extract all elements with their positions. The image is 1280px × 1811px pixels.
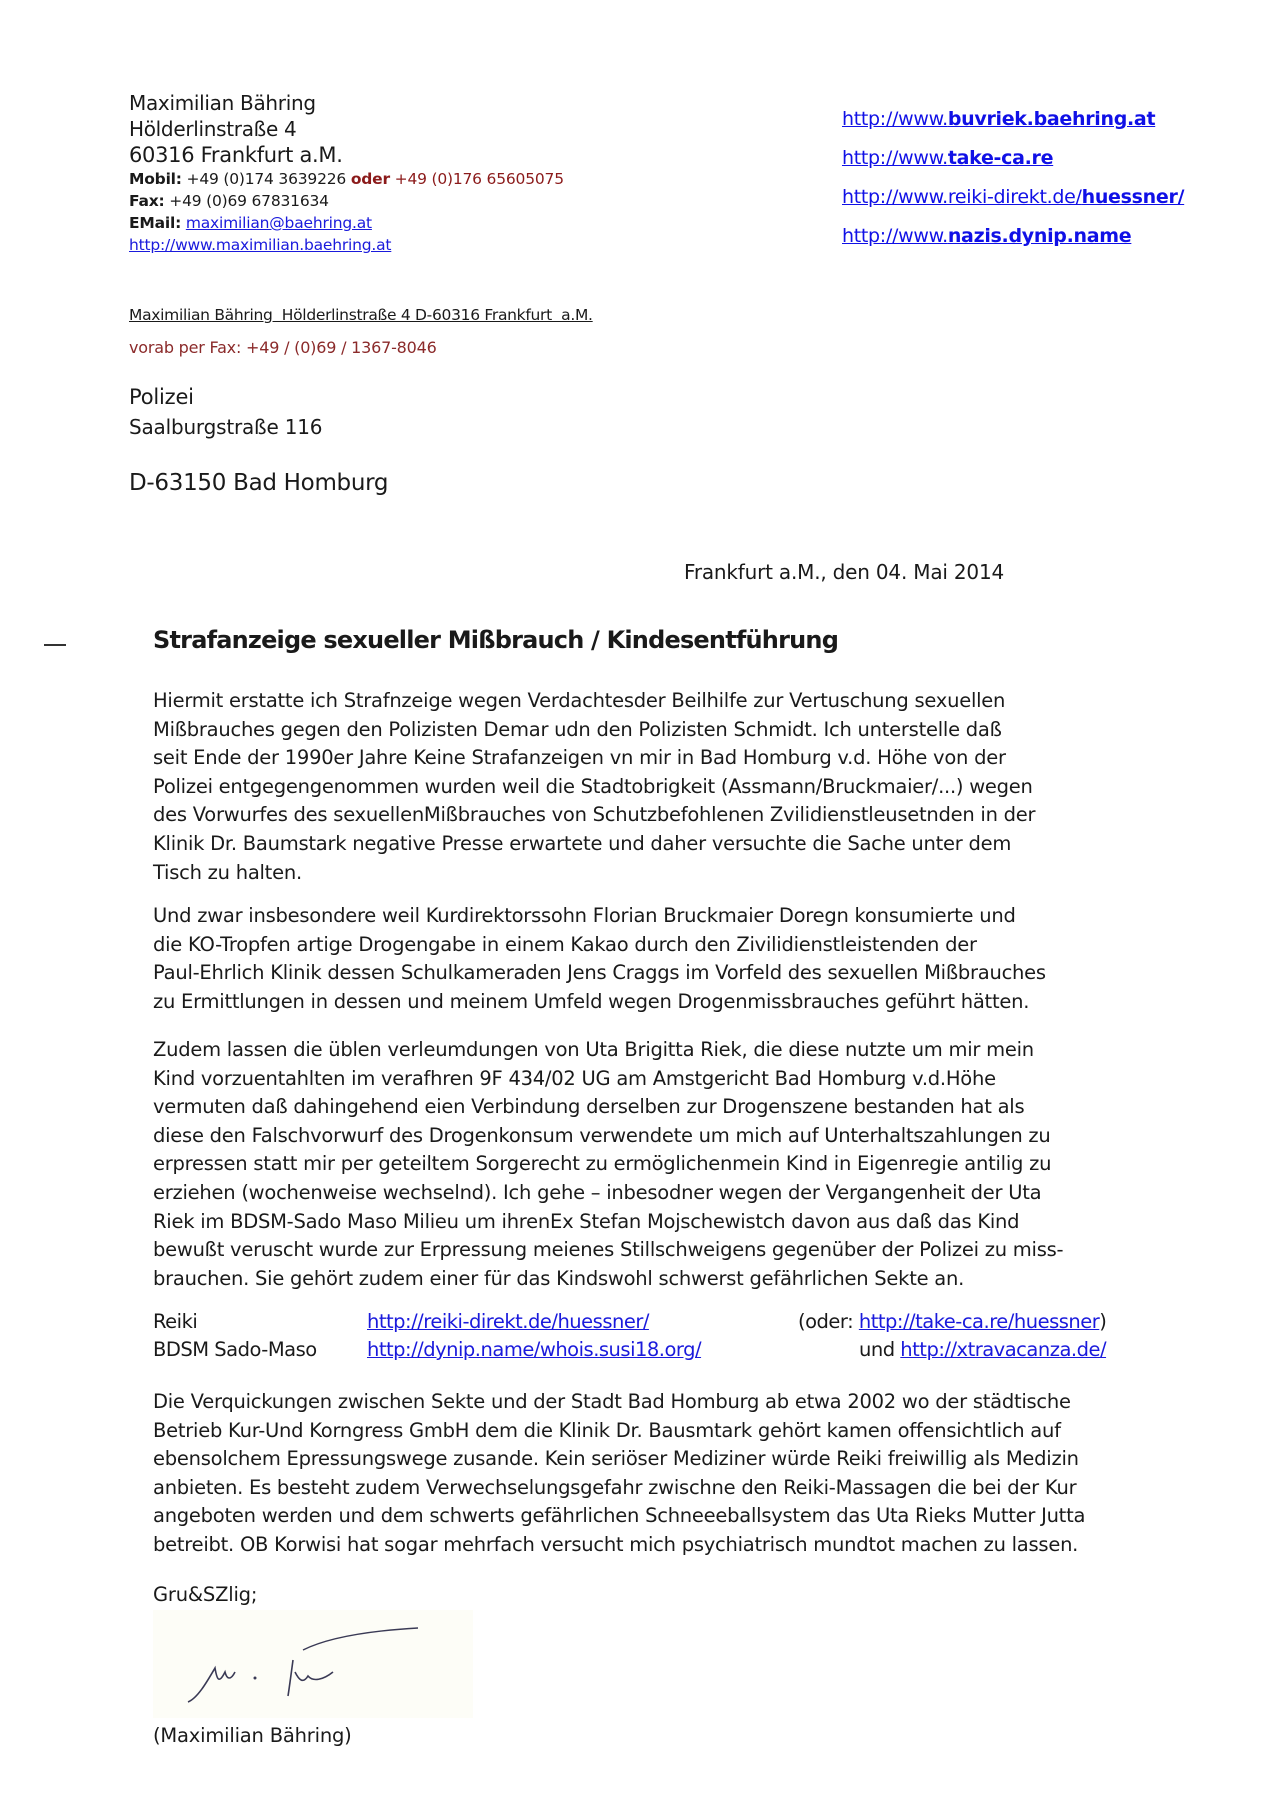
header-link-dynip[interactable]: http://www.nazis.dynip.name: [842, 225, 1132, 247]
header-links: [842, 100, 1184, 256]
email-link[interactable]: maximilian@baehring.at: [185, 214, 372, 232]
fax-ahead-note: vorab per Fax: +49 / (0)69 / 1367-8046: [129, 338, 437, 357]
header-link-reiki[interactable]: http://www.reiki-direkt.de/huessner/: [842, 186, 1185, 208]
signed-name: (Maximilian Bähring): [153, 1724, 352, 1747]
sender-block: [129, 90, 564, 256]
text-line: erpressen statt mir per geteiltem Sorgerecht zu ermöglichenmein Kind in Eigenregie antilig zu: [153, 1152, 1052, 1176]
signature-icon: [153, 1610, 473, 1718]
text-line: angeboten werden und dem schwerts gefährlichen Schneeeballsystem das Uta Rieks Mutter Jutta: [153, 1504, 1086, 1528]
paragraph-3: [153, 1036, 1153, 1293]
text-line: brauchen. Sie gehört zudem einer für das Kindswohl schwerst gefährlichen Sekte an.: [153, 1266, 965, 1290]
text-line: Polizei entgegengenommen wurden weil die Stadtobrigkeit (Assmann/Bruckmaier/...) wegen: [153, 774, 1033, 798]
text-line: ebensolchem Epressungswege zusande. Kein seriöser Mediziner würde Reiki freiwillig als Medizin: [153, 1447, 1079, 1471]
text-line: zu Ermittlungen in dessen und meinem Umfeld wegen Drogenmissbrauches geführt hätten.: [153, 989, 1030, 1013]
text-line: bewußt veruscht wurde zur Erpressung meienes Stillschweigens gegenüber der Polizei zu miss-: [153, 1238, 1064, 1262]
paragraph-4: [153, 1388, 1153, 1560]
text-line: seit Ende der 1990er Jahre Keine Strafanzeigen vn mir in Bad Homburg v.d. Höhe von der: [153, 746, 1006, 770]
text-line: vermuten daß dahingehend eien Verbindung derselben zur Drogenszene bestanden hat als: [153, 1095, 1025, 1119]
text-line: Kind vorzuentahlten im verafhren 9F 434/02 UG am Amstgericht Bad Homburg v.d.Höhe: [153, 1066, 996, 1090]
sender-city: 60316 Frankfurt a.M.: [129, 143, 343, 167]
sender-website: [129, 234, 564, 256]
text-line: Und zwar insbesondere weil Kurdirektorssohn Florian Bruckmaier Doregn konsumierte und: [153, 904, 1016, 927]
website-link[interactable]: http://www.maximilian.baehring.at: [129, 236, 392, 254]
paragraph-2: [153, 902, 1153, 1016]
text-line: anbieten. Es besteht zudem Verwechselungsgefahr zwischne den Reiki-Massagen die bei der Kur: [153, 1475, 1077, 1499]
sender-street: Hölderlinstraße 4: [129, 117, 297, 141]
mobile-or: oder: [350, 170, 390, 188]
email-label: EMail:: [129, 214, 182, 232]
paragraph-1: [153, 687, 1153, 887]
header-link-take-ca[interactable]: http://www.take-ca.re: [842, 147, 1054, 169]
text-line: diese den Falschvorwurf des Drogenkonsum verwendete um mich auf Unterhaltszahlungen zu: [153, 1123, 1051, 1147]
signature-image: [153, 1610, 473, 1718]
reference-link[interactable]: http://dynip.name/whois.susi18.org/: [367, 1338, 702, 1361]
reference-extra: und http://xtravacanza.de/: [859, 1338, 1107, 1361]
sender-fax: [129, 190, 564, 212]
mobile-label: Mobil:: [129, 170, 182, 188]
text-line: Hiermit erstatte ich Strafnzeige wegen Verdachtesder Beilhilfe zur Vertuschung sexuellen: [153, 689, 1006, 712]
sender-mobile: [129, 168, 564, 190]
reference-label: Reiki: [153, 1310, 198, 1333]
text-line: des Vorwurfes des sexuellenMißbrauches von Schutzbefohlenen Zvilidienstleusetnden in der: [153, 803, 1036, 827]
recipient-name: Polizei: [129, 385, 194, 409]
text-line: Tisch zu halten.: [153, 860, 302, 884]
sender-email: [129, 212, 564, 234]
fax-label: Fax:: [129, 192, 165, 210]
reference-extra-link[interactable]: http://take-ca.re/huessner: [858, 1310, 1100, 1333]
text-line: Riek im BDSM-Sado Maso Milieu um ihrenEx Stefan Mojschewistch davon aus daß das Kind: [153, 1209, 1020, 1233]
recipient-street: Saalburgstraße 116: [129, 415, 323, 439]
mobile-number-2: +49 (0)176 65605075: [394, 170, 564, 188]
letter-date: Frankfurt a.M., den 04. Mai 2014: [684, 560, 1004, 584]
recipient-city: D-63150 Bad Homburg: [129, 470, 389, 496]
text-line: betreibt. OB Korwisi hat sogar mehrfach versucht mich psychiatrisch mundtot machen zu lassen.: [153, 1532, 1079, 1556]
text-line: Paul-Ehrlich Klinik dessen Schulkameraden Jens Craggs im Vorfeld des sexuellen Mißbrauches: [153, 961, 1046, 985]
reference-extra-link[interactable]: http://xtravacanza.de/: [900, 1338, 1107, 1361]
text-line: Zudem lassen die üblen verleumdungen von Uta Brigitta Riek, die diese nutzte um mir mein: [153, 1038, 1034, 1061]
mobile-number-1: +49 (0)174 3639226: [186, 170, 347, 188]
text-line: die KO-Tropfen artige Drogengabe in einem Kakao durch den Zivilidienstleistenden der: [153, 932, 977, 956]
sender-name: Maximilian Bähring: [129, 91, 316, 115]
text-line: Die Verquickungen zwischen Sekte und der Stadt Bad Homburg ab etwa 2002 wo der städtische: [153, 1390, 1071, 1413]
reference-label: BDSM Sado-Maso: [153, 1338, 317, 1361]
text-line: Mißbrauches gegen den Polizisten Demar udn den Polizisten Schmidt. Ich unterstelle daß: [153, 717, 1002, 741]
return-address: Maximilian Bähring Hölderlinstraße 4 D-60316 Frankfurt a.M.: [129, 306, 593, 324]
fold-mark: [44, 644, 66, 646]
reference-link[interactable]: http://reiki-direkt.de/huessner/: [367, 1310, 649, 1333]
fax-number: +49 (0)69 67831634: [169, 192, 329, 210]
text-line: Klinik Dr. Baumstark negative Presse erwartete und daher versuchte die Sache unter dem: [153, 831, 1012, 855]
text-line: erziehen (wochenweise wechselnd). Ich gehe – inbesodner wegen der Vergangenheit der Uta: [153, 1180, 1042, 1204]
reference-extra: (oder: http://take-ca.re/huessner): [798, 1310, 1107, 1333]
closing-greeting: Gru&SZlig;: [153, 1583, 258, 1606]
header-link-buvriek[interactable]: http://www.buvriek.baehring.at: [842, 108, 1156, 130]
recipient-block: [129, 382, 322, 442]
text-line: Betrieb Kur-Und Korngress GmbH dem die Klinik Dr. Bausmtark gehört kamen offensichtlich auf: [153, 1418, 1061, 1442]
letter-subject: Strafanzeige sexueller Mißbrauch / Kindesentführung: [153, 626, 839, 654]
